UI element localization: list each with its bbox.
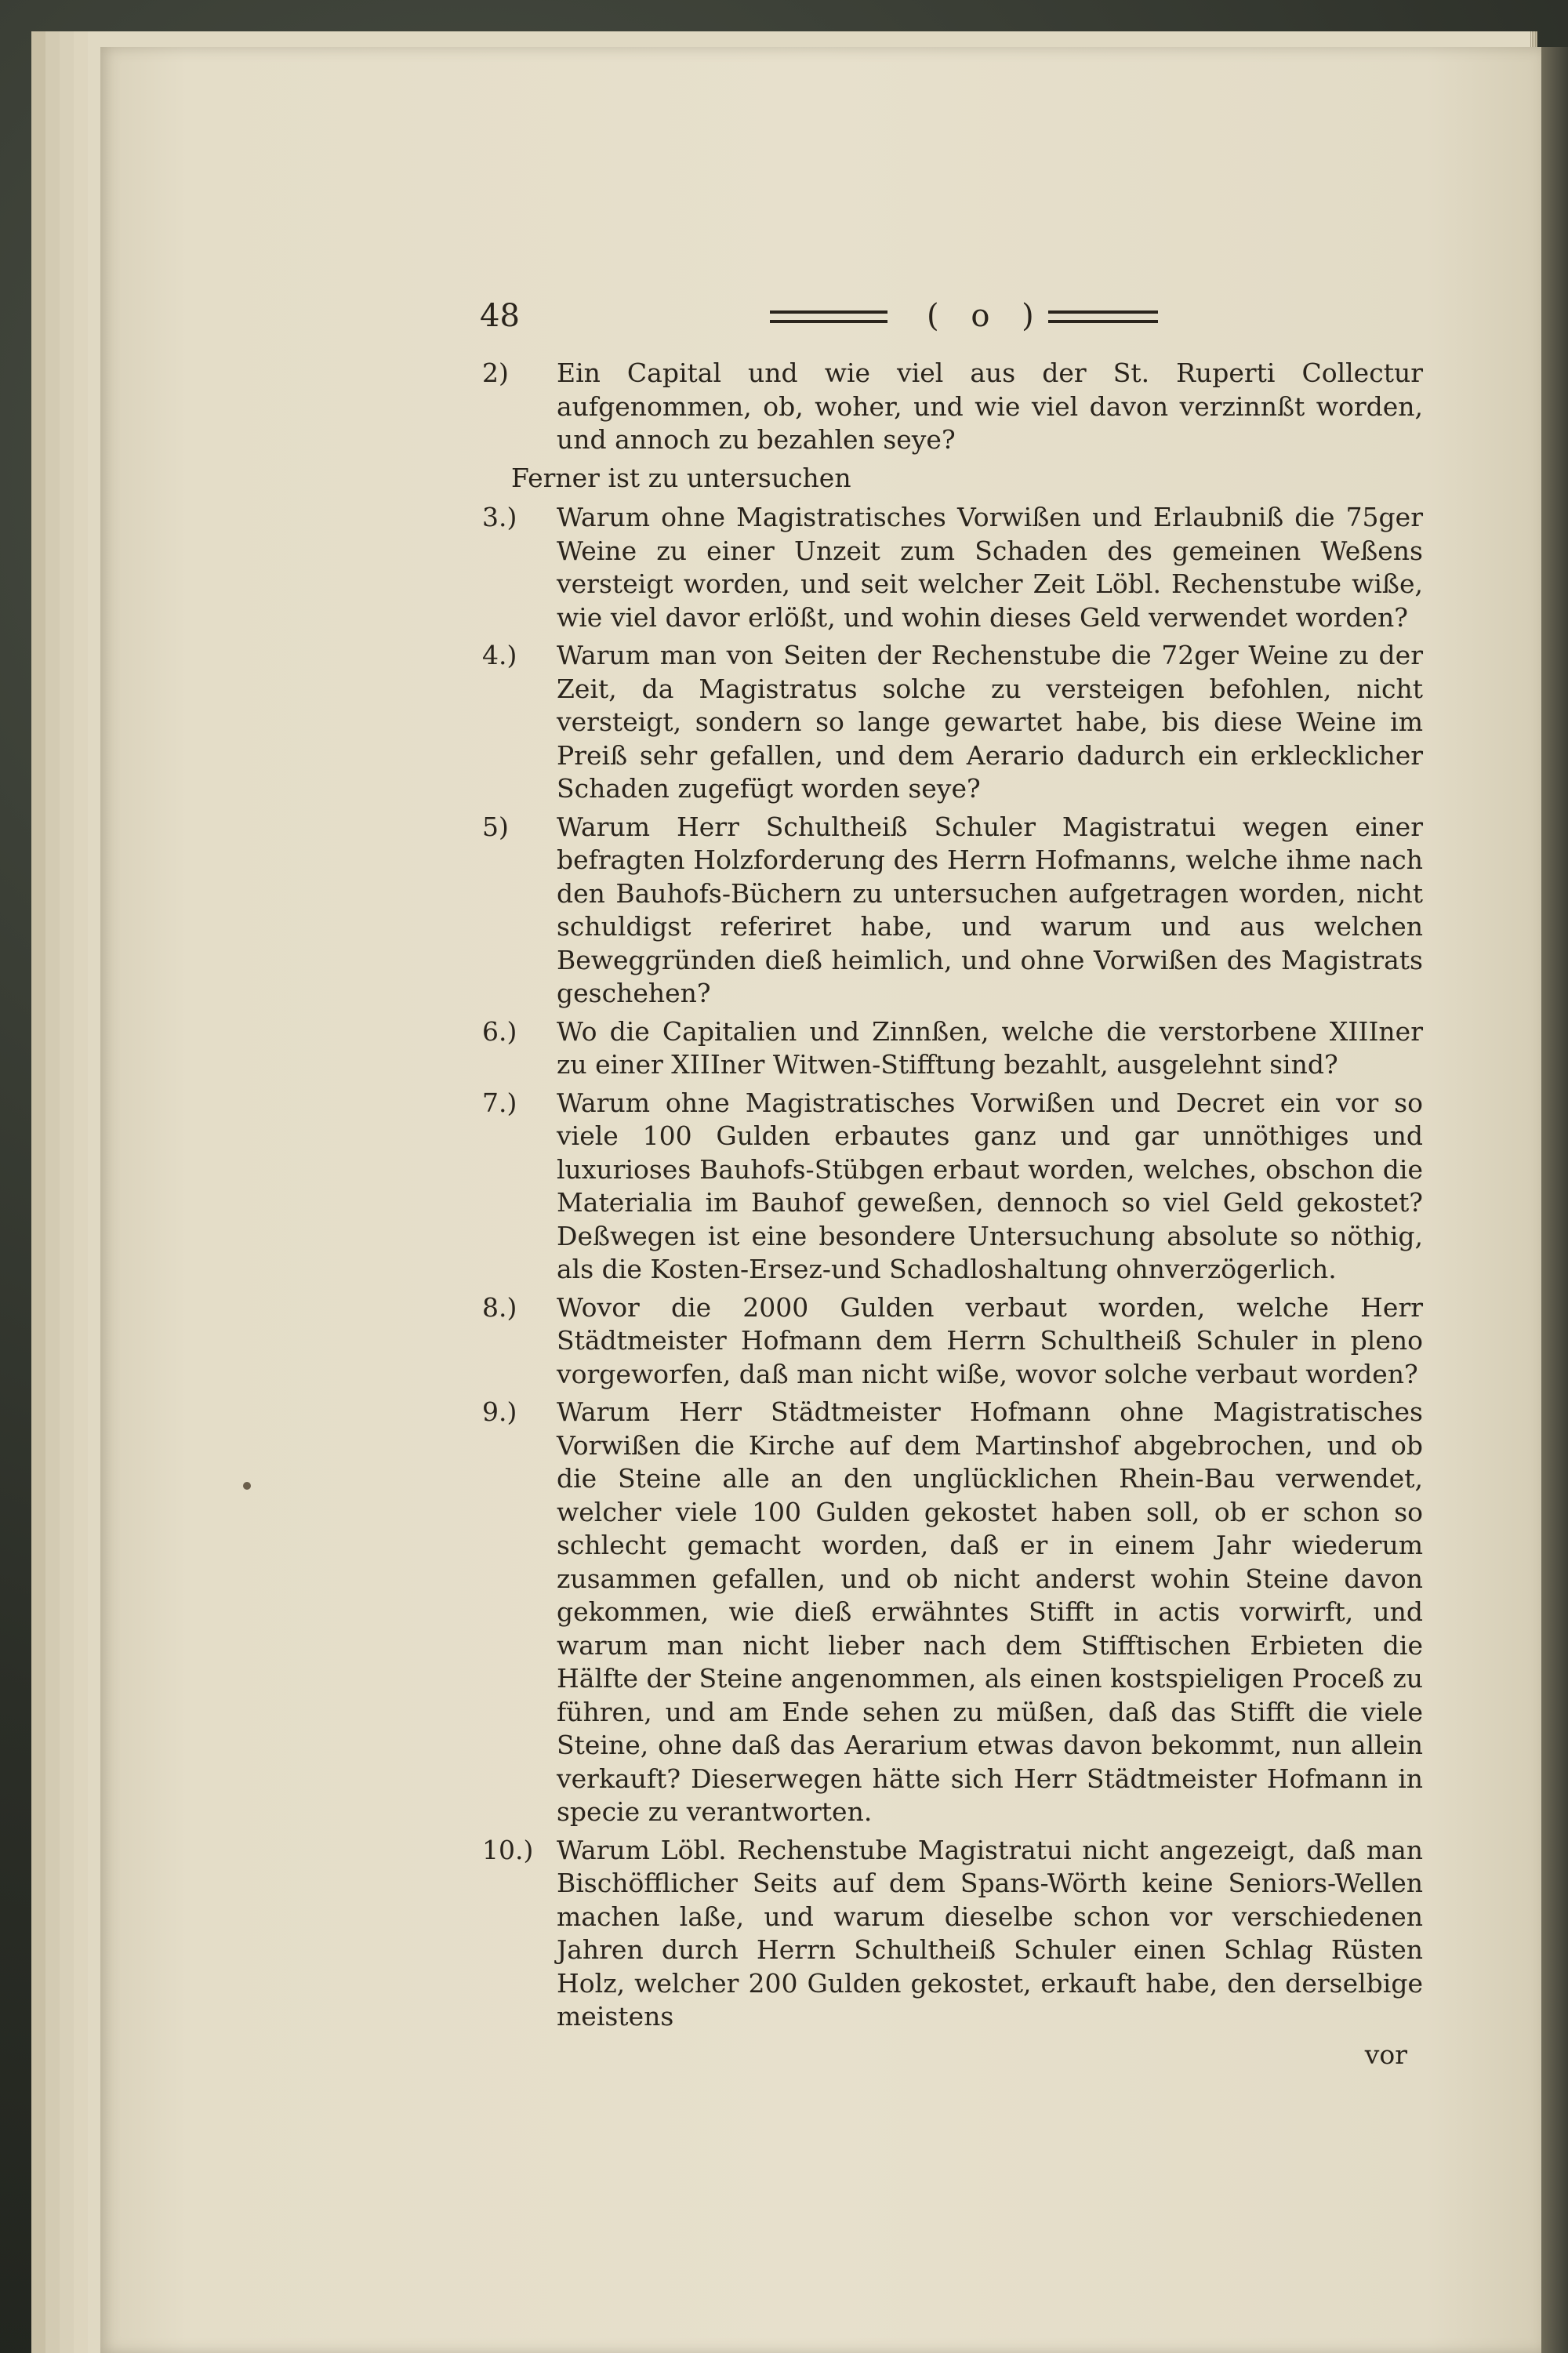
item-text: Ein Capital und wie viel aus der St. Ruperti Collectur aufgenommen, ob, woher, und wie viel davon verzinnßt worden, und annoch zu bezahlen seye? [557,358,1423,455]
item-number: 6.) [482,1015,517,1047]
item-text: Warum Herr Städtmeister Hofmann ohne Magistratisches Vorwißen die Kirche auf dem Martinshof abgebrochen, und ob die Steine alle an den unglücklichen Rhein-Bau verwendet, welcher viele 100 Gulden gekostet haben soll, ob er schon so schlecht gemacht worden, daß er in einem Jahr wiederum zusammen gefallen, und ob nicht anderst wohin Steine davon gekommen, wie dieß erwähntes Stifft in actis vorwirft, und warum man nicht lieber nach dem Stifftischen Erbieten die Hälfte der Steine angenommen, als einen kostspieligen Proceß zu führen, und am Ende sehen zu müßen, daß das Stifft die viele Steine, ohne daß das Aerarium etwas davon bekommt, nun allein verkauft? Dieserwegen hätte sich Herr Städtmeister Hofmann in specie zu verantworten. [557,1396,1423,1827]
page-number: 48 [480,298,520,334]
item-number: 5) [482,811,509,842]
list-item [482,1087,1423,1287]
item-text: Warum Herr Schultheiß Schuler Magistratui wegen einer befragten Holzforderung des Herrn Hofmanns, welche ihme nach den Bauhofs-Büchern zu untersuchen aufgetragen worden, nicht schuldigst referiret habe, und warum und aus welchen Beweggründen dieß heimlich, und ohne Vorwißen des Magistrats geschehen? [557,811,1423,1008]
item-number: 8.) [482,1291,517,1323]
item-number: 10.) [482,1834,534,1865]
item-number: 3.) [482,502,517,532]
item-text: Warum man von Seiten der Rechenstube die 72ger Weine zu der Zeit, da Magistratus solche zu versteigen befohlen, nicht versteigt, sondern so lange gewartet habe, bis diese Weine im Preiß sehr gefallen, und dem Aerario dadurch ein erklecklicher Schaden zugefügt worden seye? [557,640,1423,804]
decorative-rule-left [770,310,887,323]
list-item [482,639,1423,806]
list-item [482,811,1423,1011]
list-item [482,1834,1423,2034]
item-text: Warum ohne Magistratisches Vorwißen und Erlaubniß die 75ger Weine zu einer Unzeit zum Schaden des gemeinen Weßens versteigt worden, und seit welcher Zeit Löbl. Rechenstube wiße, wie viel davor erlößt, und wohin dieses Geld verwendet worden? [557,502,1423,633]
list-item [482,1396,1423,1829]
catchword: vor [1364,2039,1407,2070]
item-text: Warum Löbl. Rechenstube Magistratui nicht angezeigt, daß man Bischöfflicher Seits auf dem Spans-Wörth keine Seniors-Wellen machen laße, und warum dieselbe schon vor verschiedenen Jahren durch Herrn Schultheiß Schuler einen Schlag Rüsten Holz, welcher 200 Gulden gekostet, erkauft habe, den derselbige meistens [557,1834,1423,2032]
item-text: Wo die Capitalien und Zinnßen, welche die verstorbene XIIIner zu einer XIIIner Witwen-Stifftung bezahlt, ausgelehnt sind? [557,1015,1423,1080]
item-text: Wovor die 2000 Gulden verbaut worden, welche Herr Städtmeister Hofmann dem Herrn Schultheiß Schuler in pleno vorgeworfen, daß man nicht wiße, wovor solche verbaut worden? [557,1291,1423,1389]
header-ornament: ( o ) [927,298,1045,334]
item-number: 4.) [482,640,517,670]
decorative-rule-right [1048,310,1158,323]
list-item [482,1291,1423,1392]
paper-speck [243,1482,251,1490]
item-number: 2) [482,358,509,388]
page-body [482,357,1423,2072]
list-item [482,357,1423,457]
item-text: Warum ohne Magistratisches Vorwißen und Decret ein vor so viele 100 Gulden erbautes ganz und gar unnöthiges und luxurioses Bauhofs-Stübgen erbaut worden, welches, obschon die Materialia im Bauhof geweßen, dennoch so viel Geld gekostet? Deßwegen ist eine besondere Untersuchung absolute so nöthig, als die Kosten-Ersez-und Schadloshaltung ohnverzögerlich. [557,1087,1423,1284]
list-item [482,501,1423,634]
item-number: 7.) [482,1087,517,1118]
section-intro: Ferner ist zu untersuchen [511,462,851,493]
list-item [482,1015,1423,1082]
page-header [480,298,1421,345]
item-number: 9.) [482,1396,517,1427]
book-spine-edge [1541,47,1568,2353]
